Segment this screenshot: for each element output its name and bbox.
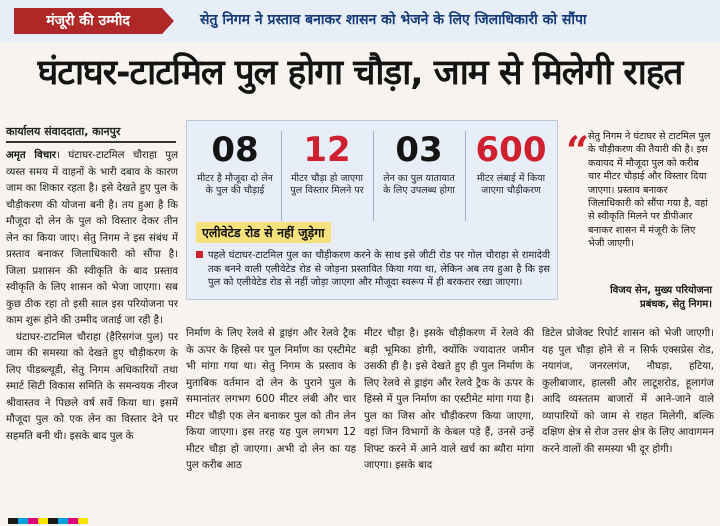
- elevated-road-box: [196, 222, 550, 292]
- square-bullet-icon: [196, 251, 203, 258]
- stat-label: मीटर लंबाई में किया जाएगा चौड़ीकरण: [476, 173, 546, 196]
- stat-width-current: [189, 121, 281, 197]
- stat-value: 03: [395, 130, 443, 170]
- dateline: अमृत विचार: [6, 150, 56, 161]
- print-color-swatches: [8, 518, 88, 524]
- left-paragraph-1: [6, 148, 178, 330]
- section-tag: मंजूरी की उम्मीद: [14, 8, 162, 34]
- stat-label: मीटर है मौजूदा दो लेन के पुल की चौड़ाई: [197, 173, 273, 196]
- left-column: [6, 148, 178, 520]
- headline: घंटाघर-टाटमिल पुल होगा चौड़ा, जाम से मिलेगी राहत: [37, 53, 683, 93]
- stat-width-new: [281, 121, 373, 197]
- left-paragraph-1-text: । घंटाघर-टाटमिल चौराहा पुल व्यस्त समय में वाहनों के भारी दबाव के कारण जाम का शिकार रहता है। इसे देखते हुए पुल के चौड़ीकरण की योजना बनी है। तय हुआ है कि मौजूदा दो लेन के पुल को विस्तार देकर तीन लेन का किया जाए। सेतु निगम ने इस संबंध में प्रस्ताव बनाकर जिलाधिकारी को सौंपा है। जिला प्रशासन की स्वीकृति के बाद प्रस्ताव स्वीकृति के लिए शासन को भेजा जाएगा। सब कुछ ठीक रहा तो इसी साल इस परियोजना पर काम शुरू होने की उम्मीद जताई जा रही है।: [6, 150, 178, 326]
- body-column-2: [186, 326, 356, 520]
- quote-box: [566, 124, 714, 324]
- left-paragraph-2: घंटाघर-टाटमिल चौराहा (हैरिसगंज पुल) पर जाम की समस्या को देखते हुए चौड़ीकरण के लिए पीडब्ल्यूडी, सेतु निगम अधिकारियों तथा स्मार्ट सिटी विकास समिति के समन्वयक नीरज श्रीवास्तव ने पिछले वर्ष सर्वे किया था। इसमें मौजूदा पुल को एक लेन का विस्तार देने पर सहमति बनी थी। इसके बाद पुल के: [6, 331, 178, 442]
- stat-value: 12: [303, 130, 351, 170]
- subheadline: सेतु निगम ने प्रस्ताव बनाकर शासन को भेजने के लिए जिलाधिकारी को सौंपा: [200, 12, 587, 28]
- elevated-title: एलीवेटेड रोड से नहीं जुड़ेगा: [196, 222, 331, 243]
- elevated-text-block: [196, 249, 550, 290]
- quote-text: सेतु निगम ने घंटाघर से टाटमिल पुल के चौड़ीकरण की तैयारी की है। इस कवायद में मौजूदा पुल को करीब चार मीटर चौड़ाई और विस्तार दिया जाएगा। प्रस्ताव बनाकर जिलाधिकारी को सौंपा गया है, वहां से स्वीकृति मिलने पर डीपीआर बनाकर शासन में मंजूरी के लिए भेजी जाएगी।: [588, 131, 711, 250]
- column-4-text: डिटेल प्रोजेक्ट रिपोर्ट शासन को भेजी जाएगी। यह पुल चौड़ा होने से न सिर्फ एक्सप्रेस रोड, नयागंज, जनरलगंज, नौघड़ा, हटिया, कुलीबाजार, हालसी और लाटूशरोड, हूलागंज आदि व्यस्ततम बाजारों में आने-जाने वाले व्यापारियों को जाम से राहत मिलेगी, बल्कि दक्षिण क्षेत्र से रोज उत्तर क्षेत्र के लिए आवागमन करने वालों की समस्या भी दूर होगी।: [542, 328, 714, 455]
- quote-name: विजय सेन, मुख्य परियोजना: [610, 285, 712, 296]
- stat-length: [465, 121, 557, 197]
- stat-value: 600: [475, 130, 547, 170]
- quote-attribution: [566, 284, 712, 312]
- stat-value: 08: [211, 130, 259, 170]
- byline-divider: [6, 141, 176, 143]
- byline: कार्यालय संवाददाता, कानपुर: [6, 125, 121, 138]
- stat-lanes: [373, 121, 465, 197]
- stat-label: लेन का पुल यातायात के लिए उपलब्ध होगा: [383, 173, 455, 196]
- elevated-text: पहले घंटाघर-टाटमिल पुल का चौड़ीकरण करने के साथ इसे जीटी रोड पर गोल चौराहा से रामादेवी तक बनने वाली एलीवेटेड रोड से जोड़ना प्रस्तावित किया गया था, लेकिन अब तय हुआ है कि इस पुल को एलीवेटेड रोड से नहीं जोड़ा जाएगा और मौजूदा स्वरूप में ही बरकरार रखा जाएगा।: [208, 250, 550, 289]
- body-column-4: [542, 326, 714, 520]
- stat-label: मीटर चौड़ा हो जाएगा पुल विस्तार मिलने पर: [290, 173, 364, 196]
- quote-role: प्रबंधक, सेतु निगम।: [640, 299, 712, 310]
- body-column-3: [364, 326, 534, 520]
- quote-mark-icon: “: [566, 128, 590, 175]
- column-3-text: मीटर चौड़ा है। इसके चौड़ीकरण में रेलवे की बड़ी भूमिका होगी, क्योंकि ज्यादातर जमीन उसकी ही है। इसे देखते हुए ही पुल निर्माण के लिए रेलवे से ड्राइंग और रेलवे ट्रैक के ऊपर के हिस्से में पुल निर्माण का एस्टीमेट मांगा गया है। पुल का जिस ओर चौड़ीकरण किया जाएगा, वहां जिन विभागों के केबल पड़े हैं, उनसे उन्हें शिफ्ट करने में आने वाले खर्च का ब्यौरा मांगा जाएगा। इसके बाद: [364, 328, 534, 471]
- column-2-text: निर्माण के लिए रेलवे से ड्राइंग और रेलवे ट्रैक के ऊपर के हिस्से पर पुल निर्माण का एस्टीमेट भी मांगा गया था। सेतु निगम के प्रस्ताव के मुताबिक वर्तमान दो लेन के पुराने पुल के समानांतर लगभग 600 मीटर लंबी और चार मीटर चौड़ी एक लेन बनाकर पुल को तीन लेन किया जाएगा। इस तरह यह पुल लगभग 12 मीटर चौड़ा हो जाएगा। अभी दो लेन का यह पुल करीब आठ: [186, 328, 356, 471]
